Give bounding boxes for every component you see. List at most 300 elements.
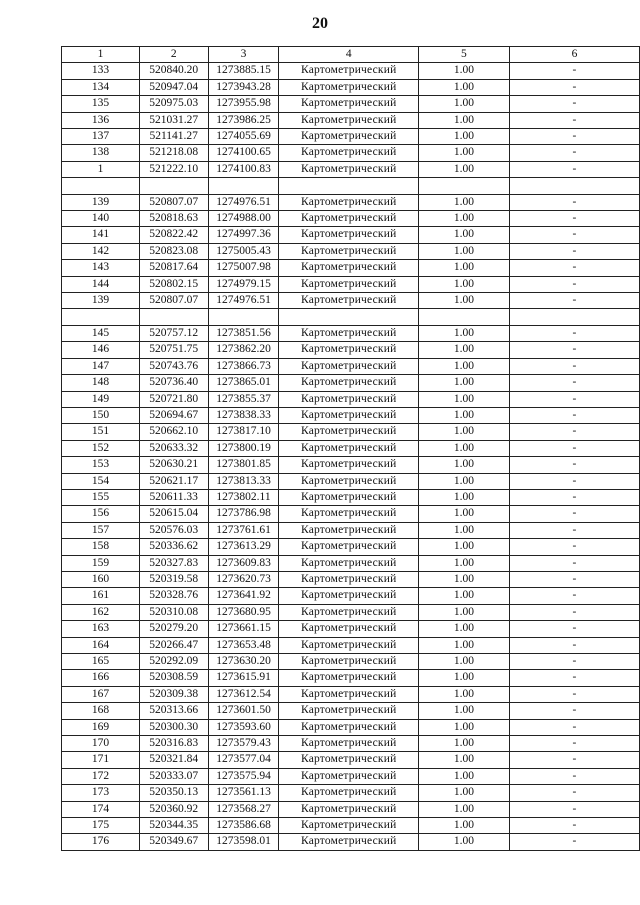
- note-cell: -: [509, 834, 639, 850]
- method-cell: Картометрический: [279, 489, 418, 505]
- x-coordinate-cell: 520333.07: [139, 768, 208, 784]
- note-cell: -: [509, 506, 639, 522]
- point-number-cell: 167: [62, 686, 140, 702]
- point-number-cell: 1: [62, 161, 140, 177]
- x-coordinate-cell: 521222.10: [139, 161, 208, 177]
- note-cell: [509, 178, 639, 194]
- precision-cell: 1.00: [418, 161, 509, 177]
- note-cell: -: [509, 342, 639, 358]
- note-cell: -: [509, 96, 639, 112]
- table-row: [62, 194, 640, 210]
- x-coordinate-cell: 520279.20: [139, 621, 208, 637]
- point-number-cell: 142: [62, 243, 140, 259]
- method-cell: Картометрический: [279, 96, 418, 112]
- precision-cell: 1.00: [418, 375, 509, 391]
- table-row: [62, 407, 640, 423]
- point-number-cell: 171: [62, 752, 140, 768]
- point-number-cell: 175: [62, 818, 140, 834]
- header-cell: 4: [279, 47, 418, 63]
- x-coordinate-cell: 520615.04: [139, 506, 208, 522]
- precision-cell: 1.00: [418, 227, 509, 243]
- point-number-cell: 159: [62, 555, 140, 571]
- method-cell: Картометрический: [279, 522, 418, 538]
- y-coordinate-cell: 1273593.60: [208, 719, 279, 735]
- x-coordinate-cell: 520611.33: [139, 489, 208, 505]
- table-row: [62, 161, 640, 177]
- x-coordinate-cell: 520344.35: [139, 818, 208, 834]
- precision-cell: 1.00: [418, 391, 509, 407]
- precision-cell: 1.00: [418, 621, 509, 637]
- point-number-cell: 145: [62, 325, 140, 341]
- method-cell: Картометрический: [279, 473, 418, 489]
- x-coordinate-cell: 520309.38: [139, 686, 208, 702]
- precision-cell: 1.00: [418, 276, 509, 292]
- table-row: [62, 588, 640, 604]
- x-coordinate-cell: 520266.47: [139, 637, 208, 653]
- precision-cell: 1.00: [418, 703, 509, 719]
- precision-cell: 1.00: [418, 342, 509, 358]
- x-coordinate-cell: 520633.32: [139, 440, 208, 456]
- note-cell: -: [509, 391, 639, 407]
- y-coordinate-cell: 1274976.51: [208, 293, 279, 309]
- x-coordinate-cell: 520757.12: [139, 325, 208, 341]
- y-coordinate-cell: 1273601.50: [208, 703, 279, 719]
- table-row: [62, 785, 640, 801]
- x-coordinate-cell: 520360.92: [139, 801, 208, 817]
- method-cell: Картометрический: [279, 736, 418, 752]
- note-cell: -: [509, 276, 639, 292]
- table-row: [62, 342, 640, 358]
- method-cell: Картометрический: [279, 604, 418, 620]
- x-coordinate-cell: 520975.03: [139, 96, 208, 112]
- note-cell: -: [509, 260, 639, 276]
- method-cell: Картометрический: [279, 79, 418, 95]
- note-cell: -: [509, 161, 639, 177]
- note-cell: -: [509, 752, 639, 768]
- note-cell: -: [509, 293, 639, 309]
- x-coordinate-cell: 520350.13: [139, 785, 208, 801]
- y-coordinate-cell: 1273955.98: [208, 96, 279, 112]
- table-row: [62, 670, 640, 686]
- table-row: [62, 358, 640, 374]
- y-coordinate-cell: 1274976.51: [208, 194, 279, 210]
- y-coordinate-cell: 1274997.36: [208, 227, 279, 243]
- table-row: [62, 260, 640, 276]
- precision-cell: 1.00: [418, 194, 509, 210]
- x-coordinate-cell: 520313.66: [139, 703, 208, 719]
- note-cell: -: [509, 440, 639, 456]
- y-coordinate-cell: 1273612.54: [208, 686, 279, 702]
- precision-cell: 1.00: [418, 768, 509, 784]
- table-row: [62, 522, 640, 538]
- note-cell: -: [509, 129, 639, 145]
- note-cell: [509, 309, 639, 325]
- x-coordinate-cell: [139, 178, 208, 194]
- point-number-cell: 133: [62, 63, 140, 79]
- x-coordinate-cell: 520721.80: [139, 391, 208, 407]
- point-number-cell: 162: [62, 604, 140, 620]
- note-cell: -: [509, 637, 639, 653]
- point-number-cell: 155: [62, 489, 140, 505]
- point-number-cell: 150: [62, 407, 140, 423]
- precision-cell: 1.00: [418, 571, 509, 587]
- method-cell: Картометрический: [279, 457, 418, 473]
- point-number-cell: 160: [62, 571, 140, 587]
- precision-cell: 1.00: [418, 719, 509, 735]
- table-row: [62, 79, 640, 95]
- note-cell: -: [509, 571, 639, 587]
- precision-cell: 1.00: [418, 752, 509, 768]
- note-cell: -: [509, 211, 639, 227]
- note-cell: -: [509, 818, 639, 834]
- table-row: [62, 539, 640, 555]
- table-row: [62, 604, 640, 620]
- table-row: [62, 243, 640, 259]
- x-coordinate-cell: 520576.03: [139, 522, 208, 538]
- table-row: [62, 424, 640, 440]
- method-cell: Картометрический: [279, 194, 418, 210]
- method-cell: Картометрический: [279, 818, 418, 834]
- point-number-cell: 166: [62, 670, 140, 686]
- note-cell: -: [509, 522, 639, 538]
- point-number-cell: 152: [62, 440, 140, 456]
- table-row: [62, 752, 640, 768]
- note-cell: -: [509, 703, 639, 719]
- coordinates-table: [61, 46, 640, 851]
- note-cell: -: [509, 489, 639, 505]
- note-cell: -: [509, 768, 639, 784]
- note-cell: -: [509, 79, 639, 95]
- point-number-cell: 136: [62, 112, 140, 128]
- y-coordinate-cell: 1274100.83: [208, 161, 279, 177]
- method-cell: Картометрический: [279, 621, 418, 637]
- note-cell: -: [509, 736, 639, 752]
- table-row: [62, 211, 640, 227]
- x-coordinate-cell: 520822.42: [139, 227, 208, 243]
- table-row: [62, 227, 640, 243]
- y-coordinate-cell: 1275007.98: [208, 260, 279, 276]
- table-row: [62, 736, 640, 752]
- y-coordinate-cell: 1273817.10: [208, 424, 279, 440]
- x-coordinate-cell: 520807.07: [139, 293, 208, 309]
- point-number-cell: 165: [62, 654, 140, 670]
- y-coordinate-cell: [208, 178, 279, 194]
- note-cell: -: [509, 604, 639, 620]
- table-row: [62, 129, 640, 145]
- header-cell: 5: [418, 47, 509, 63]
- x-coordinate-cell: 520947.04: [139, 79, 208, 95]
- note-cell: -: [509, 588, 639, 604]
- note-cell: -: [509, 621, 639, 637]
- point-number-cell: 134: [62, 79, 140, 95]
- method-cell: Картометрический: [279, 768, 418, 784]
- x-coordinate-cell: 520300.30: [139, 719, 208, 735]
- precision-cell: 1.00: [418, 440, 509, 456]
- table-row: [62, 96, 640, 112]
- y-coordinate-cell: 1275005.43: [208, 243, 279, 259]
- point-number-cell: 156: [62, 506, 140, 522]
- note-cell: -: [509, 654, 639, 670]
- precision-cell: 1.00: [418, 686, 509, 702]
- note-cell: -: [509, 424, 639, 440]
- y-coordinate-cell: [208, 309, 279, 325]
- precision-cell: 1.00: [418, 834, 509, 850]
- table-row: [62, 112, 640, 128]
- precision-cell: [418, 178, 509, 194]
- point-number-cell: 154: [62, 473, 140, 489]
- point-number-cell: 151: [62, 424, 140, 440]
- method-cell: Картометрический: [279, 161, 418, 177]
- x-coordinate-cell: 520736.40: [139, 375, 208, 391]
- precision-cell: [418, 309, 509, 325]
- y-coordinate-cell: 1274979.15: [208, 276, 279, 292]
- table-row: [62, 375, 640, 391]
- method-cell: Картометрический: [279, 63, 418, 79]
- x-coordinate-cell: 520817.64: [139, 260, 208, 276]
- point-number-cell: 169: [62, 719, 140, 735]
- point-number-cell: 153: [62, 457, 140, 473]
- method-cell: Картометрический: [279, 407, 418, 423]
- point-number-cell: 164: [62, 637, 140, 653]
- x-coordinate-cell: 520818.63: [139, 211, 208, 227]
- y-coordinate-cell: 1273568.27: [208, 801, 279, 817]
- precision-cell: 1.00: [418, 801, 509, 817]
- method-cell: Картометрический: [279, 571, 418, 587]
- table-row: [62, 276, 640, 292]
- y-coordinate-cell: 1273641.92: [208, 588, 279, 604]
- method-cell: Картометрический: [279, 440, 418, 456]
- precision-cell: 1.00: [418, 63, 509, 79]
- x-coordinate-cell: 520743.76: [139, 358, 208, 374]
- method-cell: Картометрический: [279, 801, 418, 817]
- x-coordinate-cell: [139, 309, 208, 325]
- point-number-cell: 172: [62, 768, 140, 784]
- note-cell: -: [509, 243, 639, 259]
- note-cell: -: [509, 686, 639, 702]
- y-coordinate-cell: 1273575.94: [208, 768, 279, 784]
- y-coordinate-cell: 1273862.20: [208, 342, 279, 358]
- precision-cell: 1.00: [418, 243, 509, 259]
- precision-cell: 1.00: [418, 473, 509, 489]
- x-coordinate-cell: 520336.62: [139, 539, 208, 555]
- method-cell: Картометрический: [279, 391, 418, 407]
- y-coordinate-cell: 1273855.37: [208, 391, 279, 407]
- point-number-cell: 176: [62, 834, 140, 850]
- x-coordinate-cell: 520328.76: [139, 588, 208, 604]
- precision-cell: 1.00: [418, 736, 509, 752]
- y-coordinate-cell: 1273800.19: [208, 440, 279, 456]
- page-number: 20: [312, 15, 328, 32]
- y-coordinate-cell: 1273680.95: [208, 604, 279, 620]
- x-coordinate-cell: 521218.08: [139, 145, 208, 161]
- point-number-cell: 143: [62, 260, 140, 276]
- table-row: [62, 818, 640, 834]
- header-cell: 3: [208, 47, 279, 63]
- point-number-cell: 139: [62, 194, 140, 210]
- separator-row: [62, 178, 640, 194]
- precision-cell: 1.00: [418, 457, 509, 473]
- table-row: [62, 637, 640, 653]
- method-cell: Картометрический: [279, 112, 418, 128]
- point-number-cell: 146: [62, 342, 140, 358]
- y-coordinate-cell: 1273630.20: [208, 654, 279, 670]
- precision-cell: 1.00: [418, 588, 509, 604]
- precision-cell: 1.00: [418, 506, 509, 522]
- method-cell: Картометрический: [279, 637, 418, 653]
- x-coordinate-cell: 520662.10: [139, 424, 208, 440]
- y-coordinate-cell: 1273865.01: [208, 375, 279, 391]
- precision-cell: 1.00: [418, 670, 509, 686]
- table-row: [62, 621, 640, 637]
- table-row: [62, 506, 640, 522]
- note-cell: -: [509, 539, 639, 555]
- y-coordinate-cell: 1273586.68: [208, 818, 279, 834]
- y-coordinate-cell: 1274988.00: [208, 211, 279, 227]
- point-number-cell: 135: [62, 96, 140, 112]
- precision-cell: 1.00: [418, 211, 509, 227]
- method-cell: Картометрический: [279, 375, 418, 391]
- y-coordinate-cell: 1273598.01: [208, 834, 279, 850]
- note-cell: -: [509, 555, 639, 571]
- point-number-cell: 163: [62, 621, 140, 637]
- point-number-cell: 173: [62, 785, 140, 801]
- method-cell: Картометрический: [279, 703, 418, 719]
- table-row: [62, 63, 640, 79]
- note-cell: -: [509, 407, 639, 423]
- table-row: [62, 555, 640, 571]
- precision-cell: 1.00: [418, 112, 509, 128]
- y-coordinate-cell: 1273786.98: [208, 506, 279, 522]
- note-cell: -: [509, 375, 639, 391]
- point-number-cell: 158: [62, 539, 140, 555]
- y-coordinate-cell: 1273609.83: [208, 555, 279, 571]
- method-cell: Картометрический: [279, 670, 418, 686]
- x-coordinate-cell: 520823.08: [139, 243, 208, 259]
- method-cell: Картометрический: [279, 276, 418, 292]
- separator-row: [62, 309, 640, 325]
- method-cell: [279, 178, 418, 194]
- point-number-cell: 137: [62, 129, 140, 145]
- method-cell: Картометрический: [279, 211, 418, 227]
- precision-cell: 1.00: [418, 522, 509, 538]
- y-coordinate-cell: 1273813.33: [208, 473, 279, 489]
- x-coordinate-cell: 520292.09: [139, 654, 208, 670]
- x-coordinate-cell: 520327.83: [139, 555, 208, 571]
- note-cell: -: [509, 457, 639, 473]
- method-cell: [279, 309, 418, 325]
- precision-cell: 1.00: [418, 489, 509, 505]
- x-coordinate-cell: 520807.07: [139, 194, 208, 210]
- method-cell: Картометрический: [279, 424, 418, 440]
- x-coordinate-cell: 520308.59: [139, 670, 208, 686]
- precision-cell: 1.00: [418, 293, 509, 309]
- table-row: [62, 768, 640, 784]
- method-cell: Картометрический: [279, 654, 418, 670]
- table-row: [62, 473, 640, 489]
- method-cell: Картометрический: [279, 506, 418, 522]
- y-coordinate-cell: 1273620.73: [208, 571, 279, 587]
- point-number-cell: 140: [62, 211, 140, 227]
- note-cell: -: [509, 801, 639, 817]
- table-row: [62, 571, 640, 587]
- table-body: [62, 63, 640, 850]
- precision-cell: 1.00: [418, 358, 509, 374]
- method-cell: Картометрический: [279, 325, 418, 341]
- method-cell: Картометрический: [279, 129, 418, 145]
- precision-cell: 1.00: [418, 424, 509, 440]
- precision-cell: 1.00: [418, 129, 509, 145]
- x-coordinate-cell: 520840.20: [139, 63, 208, 79]
- precision-cell: 1.00: [418, 260, 509, 276]
- table-row: [62, 654, 640, 670]
- precision-cell: 1.00: [418, 96, 509, 112]
- table-row: [62, 703, 640, 719]
- precision-cell: 1.00: [418, 325, 509, 341]
- y-coordinate-cell: 1273801.85: [208, 457, 279, 473]
- point-number-cell: 157: [62, 522, 140, 538]
- method-cell: Картометрический: [279, 588, 418, 604]
- y-coordinate-cell: 1273943.28: [208, 79, 279, 95]
- point-number-cell: 174: [62, 801, 140, 817]
- table-row: [62, 391, 640, 407]
- note-cell: -: [509, 785, 639, 801]
- y-coordinate-cell: 1273661.15: [208, 621, 279, 637]
- x-coordinate-cell: 520802.15: [139, 276, 208, 292]
- note-cell: -: [509, 325, 639, 341]
- precision-cell: 1.00: [418, 555, 509, 571]
- precision-cell: 1.00: [418, 785, 509, 801]
- precision-cell: 1.00: [418, 79, 509, 95]
- method-cell: Картометрический: [279, 342, 418, 358]
- method-cell: Картометрический: [279, 293, 418, 309]
- y-coordinate-cell: 1273761.61: [208, 522, 279, 538]
- table-row: [62, 801, 640, 817]
- method-cell: Картометрический: [279, 719, 418, 735]
- x-coordinate-cell: 520621.17: [139, 473, 208, 489]
- method-cell: Картометрический: [279, 555, 418, 571]
- method-cell: Картометрический: [279, 686, 418, 702]
- precision-cell: 1.00: [418, 637, 509, 653]
- method-cell: Картометрический: [279, 243, 418, 259]
- method-cell: Картометрический: [279, 785, 418, 801]
- point-number-cell: 147: [62, 358, 140, 374]
- method-cell: Картометрический: [279, 539, 418, 555]
- table-row: [62, 686, 640, 702]
- y-coordinate-cell: 1273579.43: [208, 736, 279, 752]
- point-number-cell: [62, 309, 140, 325]
- precision-cell: 1.00: [418, 654, 509, 670]
- point-number-cell: 170: [62, 736, 140, 752]
- y-coordinate-cell: 1274055.69: [208, 129, 279, 145]
- point-number-cell: 141: [62, 227, 140, 243]
- method-cell: Картометрический: [279, 834, 418, 850]
- x-coordinate-cell: 520694.67: [139, 407, 208, 423]
- precision-cell: 1.00: [418, 604, 509, 620]
- y-coordinate-cell: 1273866.73: [208, 358, 279, 374]
- y-coordinate-cell: 1273838.33: [208, 407, 279, 423]
- note-cell: -: [509, 194, 639, 210]
- note-cell: -: [509, 227, 639, 243]
- x-coordinate-cell: 520349.67: [139, 834, 208, 850]
- y-coordinate-cell: 1273615.91: [208, 670, 279, 686]
- point-number-cell: [62, 178, 140, 194]
- precision-cell: 1.00: [418, 818, 509, 834]
- y-coordinate-cell: 1273613.29: [208, 539, 279, 555]
- point-number-cell: 139: [62, 293, 140, 309]
- point-number-cell: 144: [62, 276, 140, 292]
- table-row: [62, 325, 640, 341]
- note-cell: -: [509, 670, 639, 686]
